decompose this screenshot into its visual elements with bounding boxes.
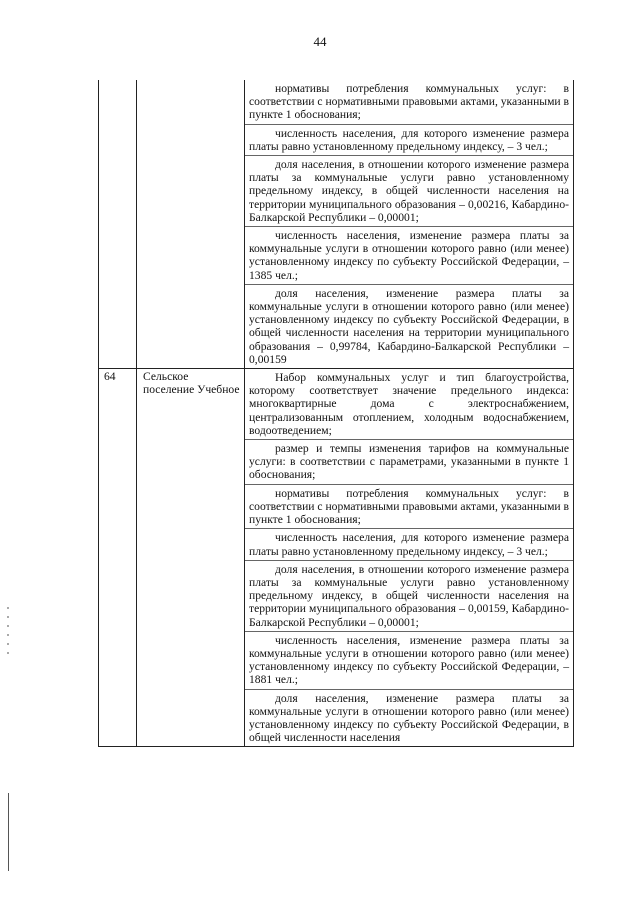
settlement-cell: Сельское поселение Учебное	[137, 369, 245, 747]
paragraph: доля населения, изменение размера платы за коммунальные услуги в отношении которого равно (или менее) установленному индексу по субъекту Российской Федерации, в общей численности населения на территории муниципального образования – 0,99784, Кабардино-Балкарской Республики – 0,00159	[245, 284, 573, 368]
paragraph: численность населения, изменение размера платы за коммунальные услуги в отношении которого равно (или менее) установленному индексу по субъекту Российской Федерации, – 1385 чел.;	[245, 226, 573, 284]
table-row	[99, 80, 574, 369]
document-table	[98, 80, 574, 747]
scan-edge-line	[8, 793, 9, 871]
settlement-cell	[137, 80, 245, 369]
paragraph: нормативы потребления коммунальных услуг: в соответствии с нормативными правовыми актами, указанными в пункте 1 обоснования;	[245, 484, 573, 529]
paragraph: Набор коммунальных услуг и тип благоустройства, которому соответствует значение предельного индекса: многоквартирные дома с электроснабжением, централизованным отоплением, холодным водоснабжением, водоотведением;	[249, 371, 569, 437]
page-number: 44	[313, 34, 327, 49]
row-number-cell: 64	[99, 369, 137, 747]
paragraph: размер и темпы изменения тарифов на коммунальные услуги: в соответствии с параметрами, указанными в пункте 1 обоснования;	[245, 439, 573, 484]
content-cell	[245, 80, 574, 369]
table-row	[99, 369, 574, 747]
paragraph: доля населения, в отношении которого изменение размера платы за коммунальные услуги равно установленному предельному индексу, в общей численности населения на территории муниципального образования – 0,00216, Кабардино-Балкарской Республики – 0,00001;	[245, 155, 573, 226]
row-number-cell	[99, 80, 137, 369]
content-cell	[245, 369, 574, 747]
paragraph: численность населения, для которого изменение размера платы равно установленному предельному индексу, – 3 чел.;	[245, 124, 573, 155]
paragraph: нормативы потребления коммунальных услуг: в соответствии с нормативными правовыми актами, указанными в пункте 1 обоснования;	[249, 82, 569, 122]
paragraph: доля населения, изменение размера платы за коммунальные услуги в отношении которого равно (или менее) установленному индексу по субъекту Российской Федерации, в общей численности населения	[245, 689, 573, 747]
paragraph: численность населения, изменение размера платы за коммунальные услуги в отношении которого равно (или менее) установленному индексу по субъекту Российской Федерации, – 1881 чел.;	[245, 631, 573, 689]
paragraph: численность населения, для которого изменение размера платы равно установленному предельному индексу, – 3 чел.;	[245, 528, 573, 559]
paragraph: доля населения, в отношении которого изменение размера платы за коммунальные услуги равно установленному предельному индексу, в общей численности населения на территории муниципального образования – 0,00159, Кабардино-Балкарской Республики – 0,00001;	[245, 560, 573, 631]
scan-margin-marks	[6, 600, 10, 660]
